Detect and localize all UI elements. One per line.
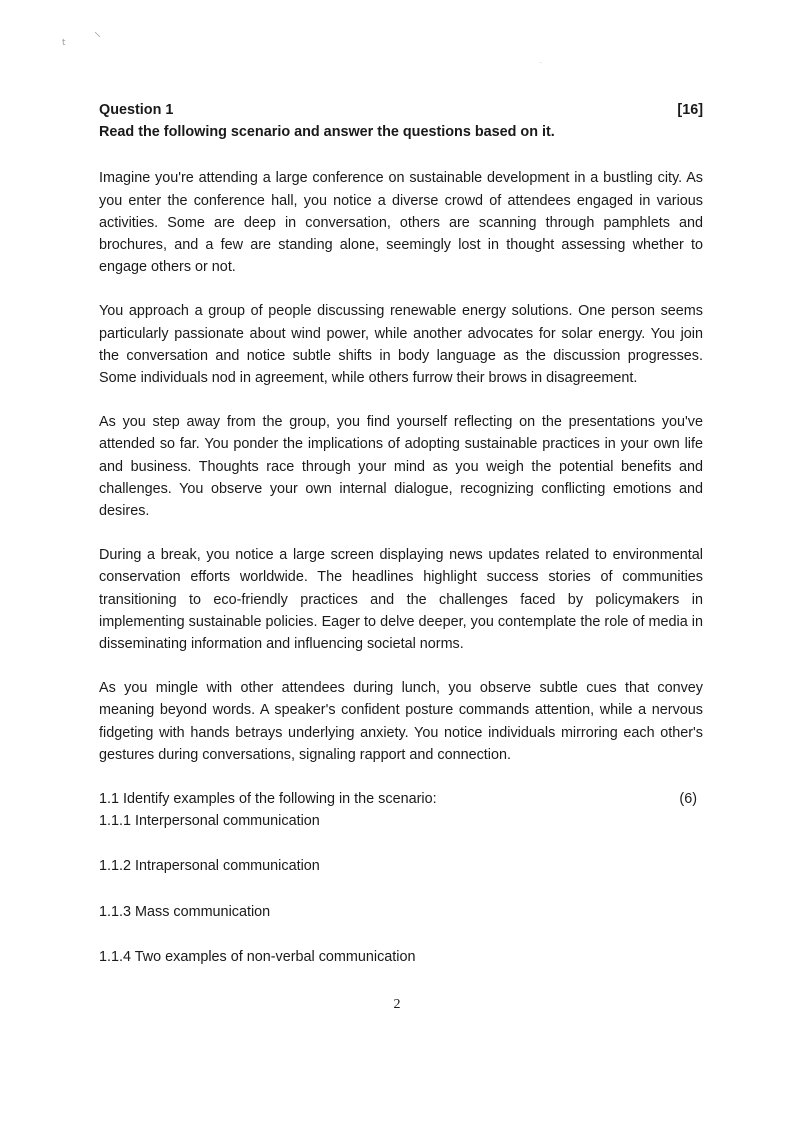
- scan-speck: t: [62, 38, 66, 48]
- scenario-paragraph-4: During a break, you notice a large screen displaying news updates related to environmental conservation efforts worldwide. The headlines highlight success stories of communities transitioning to eco-friendly practices and the challenges faced by policymakers in implementing sustainable policies. Eager to delve deeper, you contemplate the role of media in disseminating information and influencing societal norms.: [99, 547, 703, 653]
- subquestion-item-2: 1.1.2 Intrapersonal communication: [99, 858, 320, 875]
- subquestion-intro-text: 1.1 Identify examples of the following in the scenario:: [99, 791, 437, 808]
- scenario-paragraph-2: You approach a group of people discussing renewable energy solutions. One person seems particularly passionate about wind power, while another advocates for solar energy. You join the conversation and notice subtle shifts in body language as the discussion progresses. Some individuals nod in agreement, while others furrow their brows in disagreement.: [99, 303, 703, 387]
- scenario-paragraph-1: Imagine you're attending a large conference on sustainable development in a bustling city. As you enter the conference hall, you notice a diverse crowd of attendees engaged in various activities. Some are deep in conversation, others are scanning through pamphlets and brochures, and a few are standing alone, seemingly lost in thought assessing whether to engage others or not.: [99, 170, 703, 276]
- scenario-paragraph-3: As you step away from the group, you find yourself reflecting on the presentations you've attended so far. You ponder the implications of adopting sustainable practices in your own life and business. Thoughts race through your mind as you weigh the potential benefits and challenges. You observe your own internal dialogue, recognizing conflicting emotions and desires.: [99, 414, 703, 520]
- scan-speck: ⸜: [94, 24, 101, 40]
- scenario-paragraph-5: As you mingle with other attendees during lunch, you observe subtle cues that convey meaning beyond words. A speaker's confident posture commands attention, while a nervous fidgeting with hands betrays underlying anxiety. You notice individuals mirroring each other's gestures during conversations, signaling rapport and connection.: [99, 680, 703, 763]
- subquestion-intro-marks: (6): [679, 791, 697, 808]
- subquestion-item-3: 1.1.3 Mass communication: [99, 903, 271, 920]
- question-content: [99, 99, 703, 968]
- question-instruction: Read the following scenario and answer the questions based on it.: [99, 124, 555, 141]
- page-number: 2: [393, 997, 401, 1012]
- question-title: Question 1: [99, 102, 174, 118]
- question-marks: [16]: [677, 102, 703, 118]
- scan-speck: .: [540, 58, 542, 65]
- subquestion-item-1: 1.1.1 Interpersonal communication: [99, 813, 320, 830]
- subquestion-item-4: 1.1.4 Two examples of non-verbal communication: [99, 948, 416, 965]
- subquestion-intro: [99, 788, 703, 810]
- question-header: [99, 99, 703, 121]
